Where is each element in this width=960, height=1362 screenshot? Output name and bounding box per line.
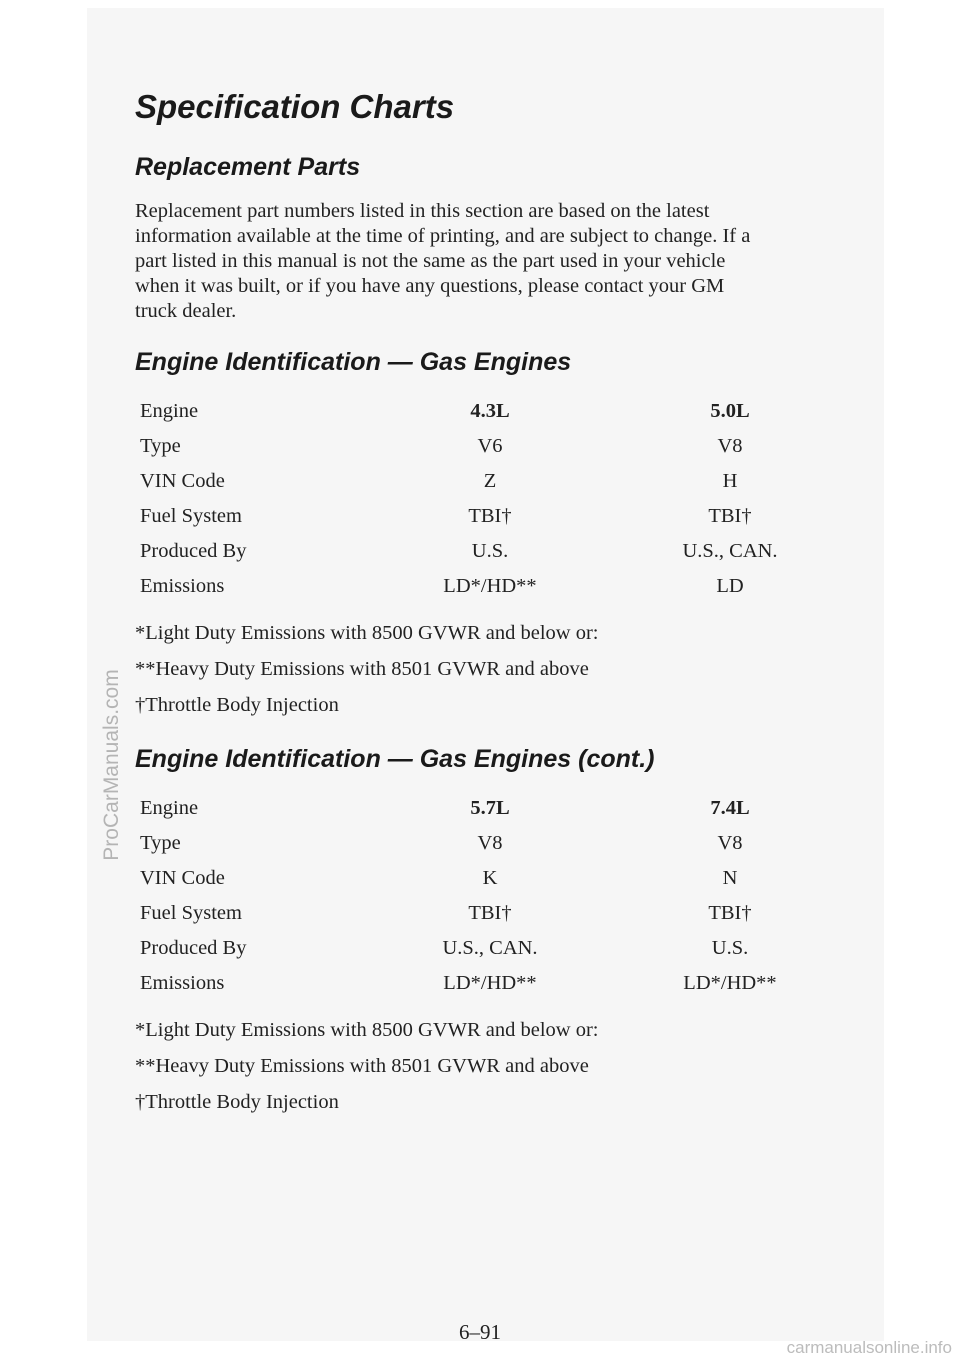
engine-spec-table-2 [140,797,820,1007]
cell-col2: TBI† [708,902,752,924]
table-row [140,400,820,435]
row-label: VIN Code [140,470,225,492]
cell-col2: 5.0L [710,400,750,422]
cell-col2: 7.4L [710,797,750,819]
table-row [140,470,820,505]
footnote: †Throttle Body Injection [135,1091,339,1113]
footnotes-1 [135,622,599,730]
row-label: Fuel System [140,902,242,924]
row-label: Produced By [140,540,247,562]
footnotes-2 [135,1019,599,1127]
page-number: 6–91 [459,1320,501,1344]
row-label: Type [140,832,181,854]
cell-col1: 4.3L [470,400,510,422]
cell-col1: TBI† [468,505,512,527]
paragraph-line: Replacement part numbers listed in this section are based on the latest [135,200,710,222]
cell-col2: V8 [717,435,743,457]
table-row [140,505,820,540]
footnote: *Light Duty Emissions with 8500 GVWR and below or: [135,1019,599,1041]
engine-id-heading: Engine Identification — Gas Engines [135,348,572,376]
page-title: Specification Charts [135,88,455,125]
cell-col1: K [482,867,498,889]
footnote: †Throttle Body Injection [135,694,339,716]
row-label: Engine [140,400,199,422]
cell-col1: V6 [477,435,503,457]
cell-col2: H [722,470,738,492]
cell-col1: Z [483,470,497,492]
replacement-parts-heading: Replacement Parts [135,153,361,181]
row-label: Emissions [140,575,225,597]
cell-col1: LD*/HD** [443,575,537,597]
replacement-parts-paragraph [135,199,855,324]
table-row [140,902,820,937]
cell-col2: U.S., CAN. [682,540,778,562]
table-row [140,832,820,867]
cell-col1: 5.7L [470,797,510,819]
cell-col1: TBI† [468,902,512,924]
side-watermark: ProCarManuals.com [100,669,123,861]
paragraph-line: when it was built, or if you have any questions, please contact your GM [135,275,725,297]
table-row [140,972,820,1007]
table-row [140,540,820,575]
paragraph-line: truck dealer. [135,300,237,322]
row-label: VIN Code [140,867,225,889]
cell-col1: V8 [477,832,503,854]
row-label: Produced By [140,937,247,959]
footnote: *Light Duty Emissions with 8500 GVWR and below or: [135,622,599,644]
cell-col2: LD*/HD** [683,972,777,994]
cell-col2: N [722,867,738,889]
footnote: **Heavy Duty Emissions with 8501 GVWR and above [135,658,589,680]
cell-col2: V8 [717,832,743,854]
table-row [140,797,820,832]
row-label: Type [140,435,181,457]
row-label: Fuel System [140,505,242,527]
paragraph-line: information available at the time of printing, and are subject to change. If a [135,225,751,247]
row-label: Engine [140,797,199,819]
cell-col2: TBI† [708,505,752,527]
paragraph-line: part listed in this manual is not the same as the part used in your vehicle [135,250,726,272]
engine-id-cont-heading: Engine Identification — Gas Engines (cont.) [135,745,655,773]
table-row [140,435,820,470]
table-row [140,575,820,610]
engine-spec-table-1 [140,400,820,610]
cell-col1: LD*/HD** [443,972,537,994]
table-row [140,937,820,972]
cell-col1: U.S. [471,540,509,562]
cell-col2: U.S. [711,937,749,959]
bottom-watermark: carmanualsonline.info [786,1338,952,1357]
cell-col1: U.S., CAN. [442,937,538,959]
row-label: Emissions [140,972,225,994]
footnote: **Heavy Duty Emissions with 8501 GVWR and above [135,1055,589,1077]
table-row [140,867,820,902]
cell-col2: LD [716,575,744,597]
